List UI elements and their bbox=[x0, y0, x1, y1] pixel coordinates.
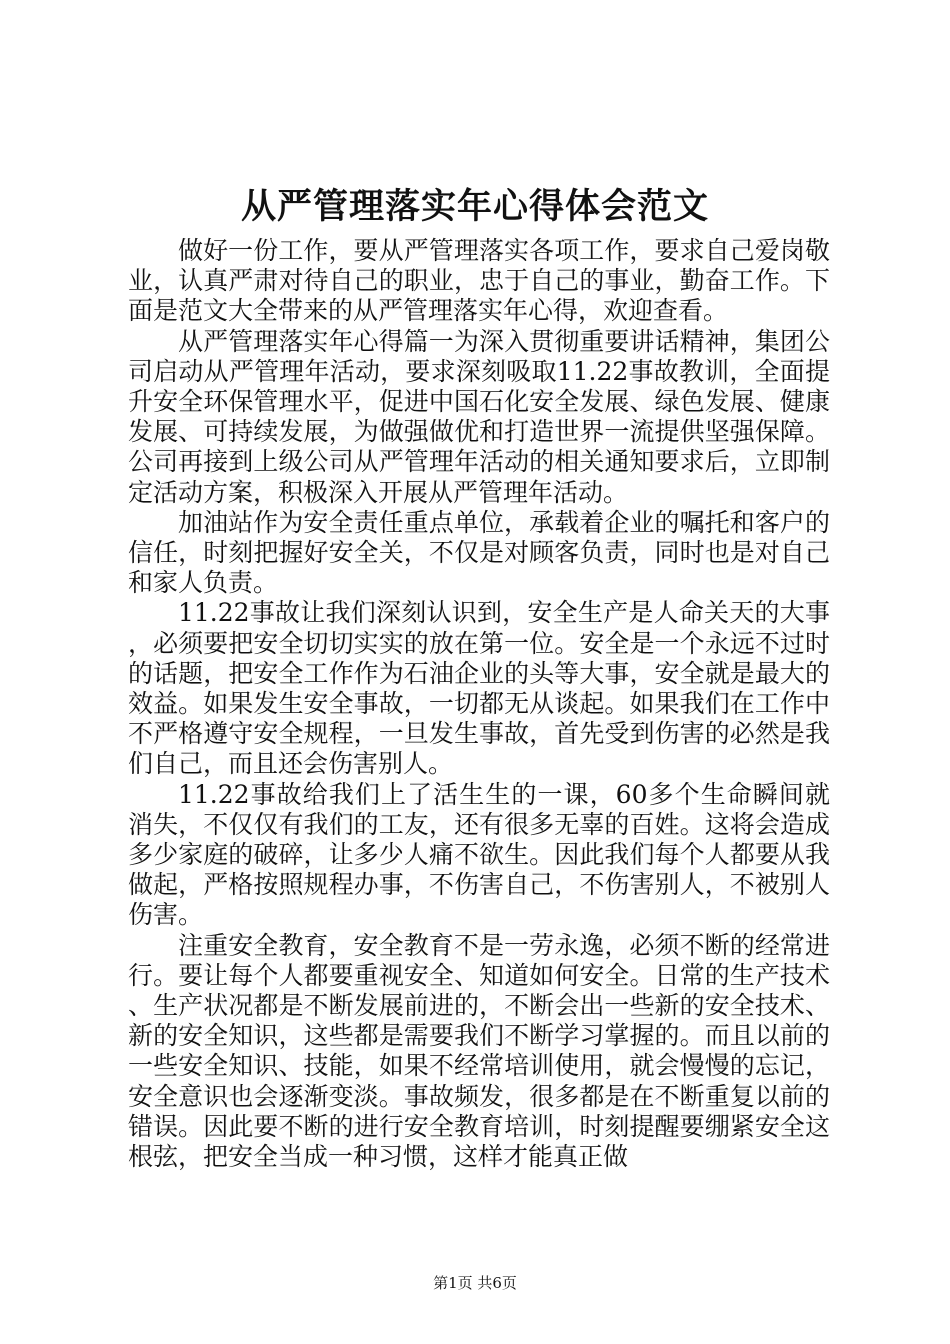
paragraph-intro: 做好一份工作，要从严管理落实各项工作，要求自己爱岗敬业，认真严肃对待自己的职业，忠于自己的事业，勤奋工作。下面是范文大全带来的从严管理落实年心得，欢迎查看。 bbox=[128, 236, 830, 326]
paragraph-article-one: 从严管理落实年心得篇一为深入贯彻重要讲话精神，集团公司启动从严管理年活动，要求深刻吸取11.22事故教训，全面提升安全环保管理水平，促进中国石化安全发展、绿色发展、健康发展、可持续发展，为做强做优和打造世界一流提供坚强保障。公司再接到上级公司从严管理年活动的相关通知要求后，立即制定活动方案，积极深入开展从严管理年活动。 bbox=[128, 326, 830, 507]
document-body bbox=[128, 236, 830, 1172]
page-number-footer: 第1页 共6页 bbox=[433, 1274, 517, 1292]
paragraph-safety-education: 注重安全教育，安全教育不是一劳永逸，必须不断的经常进行。要让每个人都要重视安全、知道如何安全。日常的生产技术、生产状况都是不断发展前进的，不断会出一些新的安全技术、新的安全知识，这些都是需要我们不断学习掌握的。而且以前的一些安全知识、技能，如果不经常培训使用，就会慢慢的忘记，安全意识也会逐渐变淡。事故频发，很多都是在不断重复以前的错误。因此要不断的进行安全教育培训，时刻提醒要绷紧安全这根弦，把安全当成一种习惯，这样才能真正做 bbox=[128, 930, 830, 1172]
paragraph-accident-lesson: 11.22事故让我们深刻认识到，安全生产是人命关天的大事，必须要把安全切切实实的放在第一位。安全是一个永远不过时的话题，把安全工作作为石油企业的头等大事，安全就是最大的效益。如果发生安全事故，一切都无从谈起。如果我们在工作中不严格遵守安全规程，一旦发生事故，首先受到伤害的必然是我们自己，而且还会伤害别人。 bbox=[128, 598, 830, 779]
paragraph-gas-station: 加油站作为安全责任重点单位，承载着企业的嘱托和客户的信任，时刻把握好安全关，不仅是对顾客负责，同时也是对自己和家人负责。 bbox=[128, 507, 830, 598]
paragraph-accident-impact: 11.22事故给我们上了活生生的一课，60多个生命瞬间就消失，不仅仅有我们的工友，还有很多无辜的百姓。这将会造成多少家庭的破碎，让多少人痛不欲生。因此我们每个人都要从我做起，严格按照规程办事，不伤害自己，不伤害别人，不被别人伤害。 bbox=[128, 779, 830, 930]
document-title: 从严管理落实年心得体会范文 bbox=[240, 186, 709, 227]
